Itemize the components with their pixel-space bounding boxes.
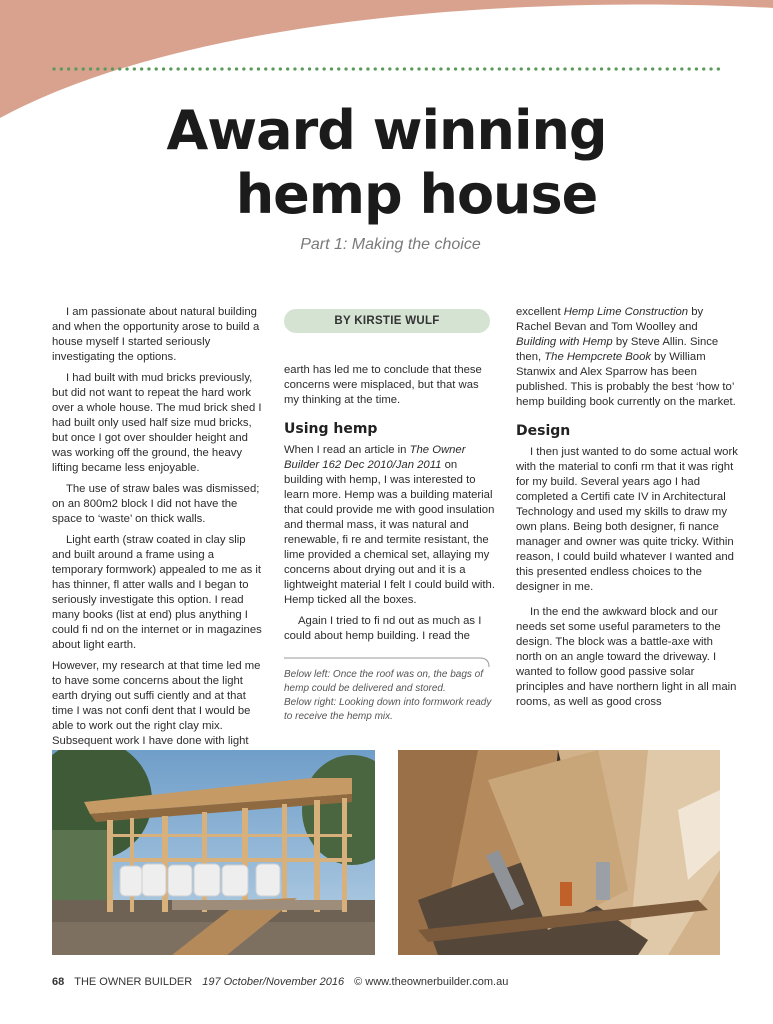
paragraph: Again I tried to fi nd out as much as I could about hemp building. I read the: [284, 615, 482, 642]
caption-rule: [284, 654, 496, 670]
paragraph: excellent Hemp Lime Construction by Rachel Bevan and Tom Woolley and Building with Hemp by Steve Allin. Since then, The Hempcrete Book by William Stanwix and Alex Sparrow has been published. This is probably the best ‘how to’ hemp building book currently on the market.: [516, 306, 736, 408]
paragraph: I had built with mud bricks previously, but did not want to repeat the hard work over a whole house. The mud brick shed I had built only used half size mud bricks, but once I got over shoulder height and was working off the ground, the heavy lifting became less enjoyable.: [52, 372, 262, 474]
paragraph: I am passionate about natural building and when the opportunity arose to build a house myself I started seriously investigating the options.: [52, 306, 260, 363]
website: © www.theownerbuilder.com.au: [354, 976, 509, 988]
column-2: [284, 305, 496, 724]
article-subtitle: Part 1: Making the choice: [300, 236, 481, 253]
magazine-name: THE OWNER BUILDER: [74, 976, 193, 988]
paragraph: When I read an article in The Owner Builder 162 Dec 2010/Jan 2011 on building with hemp, I was interested to learn more. Hemp was a building material that could provide me with good insulation and thermal mass, it was natural and renewable, fi re and termite resistant, the lime provided a chemical set, allaying my concerns about drying out and it is a lightweight material I felt I could build with. Hemp ticked all the boxes.: [284, 444, 495, 606]
photo-formwork: [398, 750, 720, 955]
paragraph: The use of straw bales was dismissed; on an 800m2 block I did not have the space to ‘waste’ on thick walls.: [52, 483, 260, 525]
author-byline: BY KIRSTIE WULF: [284, 309, 490, 333]
section-heading: Design: [516, 423, 571, 439]
caption-right: Below right: Looking down into formwork ready to receive the hemp mix.: [284, 697, 492, 722]
paragraph: In the end the awkward block and our needs set some useful parameters to the design. The block was a battle-axe with north on an angle toward the driveway. I wanted to follow good passive solar principles and have northern light in all main rooms, as well as good cross: [516, 606, 737, 708]
page-number: 68: [52, 976, 65, 988]
column-3: [516, 305, 738, 716]
paragraph: Light earth (straw coated in clay slip and built around a frame using a temporary formwork) appealed to me as it has thinner, fl atter walls and I began to seriously investigate this option. I read many books (list at end) plus anything I could fi nd on the internet or in magazines about light earth.: [52, 534, 262, 651]
photo-caption: [284, 654, 496, 724]
section-heading: Using hemp: [284, 421, 378, 437]
paragraph: However, my research at that time led me to have some concerns about the light earth drying out suffi ciently and at that time I was not confi dent that I would be able to work out the right clay mix. Subsequent work I have done with light: [52, 660, 261, 747]
dotted-divider: [52, 66, 724, 72]
article-title-line-2: hemp house: [235, 163, 598, 226]
page-footer: [52, 976, 518, 988]
article-title-line-1: Award winning: [166, 99, 607, 162]
column-1: [52, 305, 264, 755]
caption-left: Below left: Once the roof was on, the bags of hemp could be delivered and stored.: [284, 669, 484, 694]
paragraph: earth has led me to conclude that these concerns were misplaced, but that was my thinking at the time.: [284, 364, 482, 406]
paragraph: I then just wanted to do some actual work with the material to confi rm that it was right for my build. Several years ago I had completed a Certifi cate IV in Architectural Technology and used my skills to draw my own plans. Being both designer, fi nance manager and owner was quite tricky. Within reason, I could build whatever I wanted and this presented endless choices to the designer in me.: [516, 446, 738, 593]
photo-hemp-bags-shed: [52, 750, 375, 955]
issue-info: 197 October/November 2016: [202, 976, 345, 988]
